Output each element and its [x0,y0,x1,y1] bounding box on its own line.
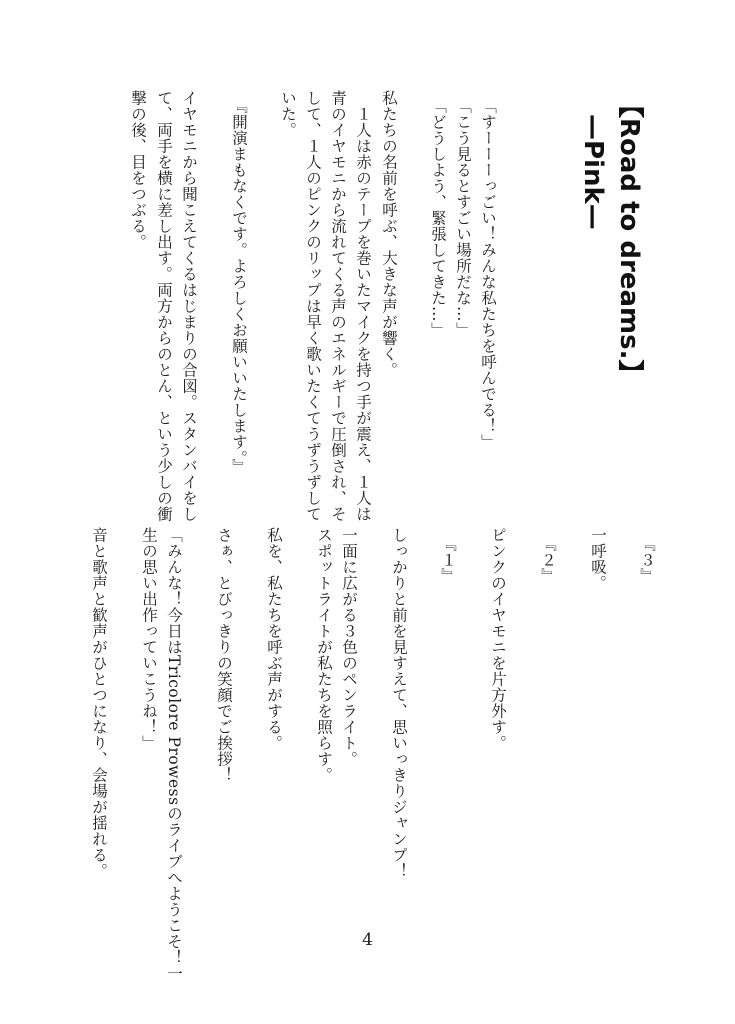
text-column: 撃の後、目をつぶる。 [129,90,147,250]
text-column: 『３』 [638,536,656,584]
text-column: 「どうしよう、緊張してきた…」 [429,98,447,338]
text-column: 「こう見るとすごい場所だな…」 [454,98,472,338]
text-column: 一面に広がる３色のペンライト。 [340,527,358,767]
text-column: 『２』 [539,536,557,584]
text-column: 音と歌声と歓声がひとつになり、会場が揺れる。 [90,527,108,879]
text-column: して、１人のピンクのリップは早く歌いたくてうずうずして [304,90,322,522]
chapter-title [575,92,647,386]
text-column: イヤモニから聞こえてくるはじまりの合図。スタンバイをし [180,90,198,522]
text-column: 『開演まもなくです。よろしくお願いいたします。』 [230,98,248,475]
text-column: しっかりと前を見すえて、思いっきりジャンプ！ [390,527,408,879]
text-column: ピンクのイヤモニを片方外す。 [489,527,507,751]
text-column: いた。 [279,90,297,138]
text-column: 一呼吸。 [589,527,607,591]
text-column: さぁ、とびっきりの笑顔でご挨拶！ [215,527,233,783]
text-column: 生の思い出作っていこうね！」 [140,527,158,751]
text-column: １人は赤のテープを巻いたマイクを持つ手が震え、１人は [354,90,372,522]
text-column: 「すーーーっごい！みんな私たちを呼んでる！」 [479,98,497,450]
text-column: 私たちの名前を呼ぶ、大きな声が響く。 [380,90,398,378]
page-number: 4 [362,930,373,950]
text-column: スポットライトが私たちを照らす。 [315,527,333,783]
chapter-title-sub: —Pink— [578,114,608,230]
text-column: 「みんな！今日はTricolore Prowessのライブへようこそ！一 [165,527,183,982]
chapter-title-main: 【Road to dreams.】 [614,92,644,386]
text-column: 私を、私たちを呼ぶ声がする。 [265,527,283,751]
text-column: 青のイヤモニから流れてくる声のエネルギーで圧倒され、そ [329,90,347,522]
text-column: 『１』 [439,536,457,584]
text-column: て、両手を横に差し出す。両方からのとん、という少しの衝 [155,90,173,522]
